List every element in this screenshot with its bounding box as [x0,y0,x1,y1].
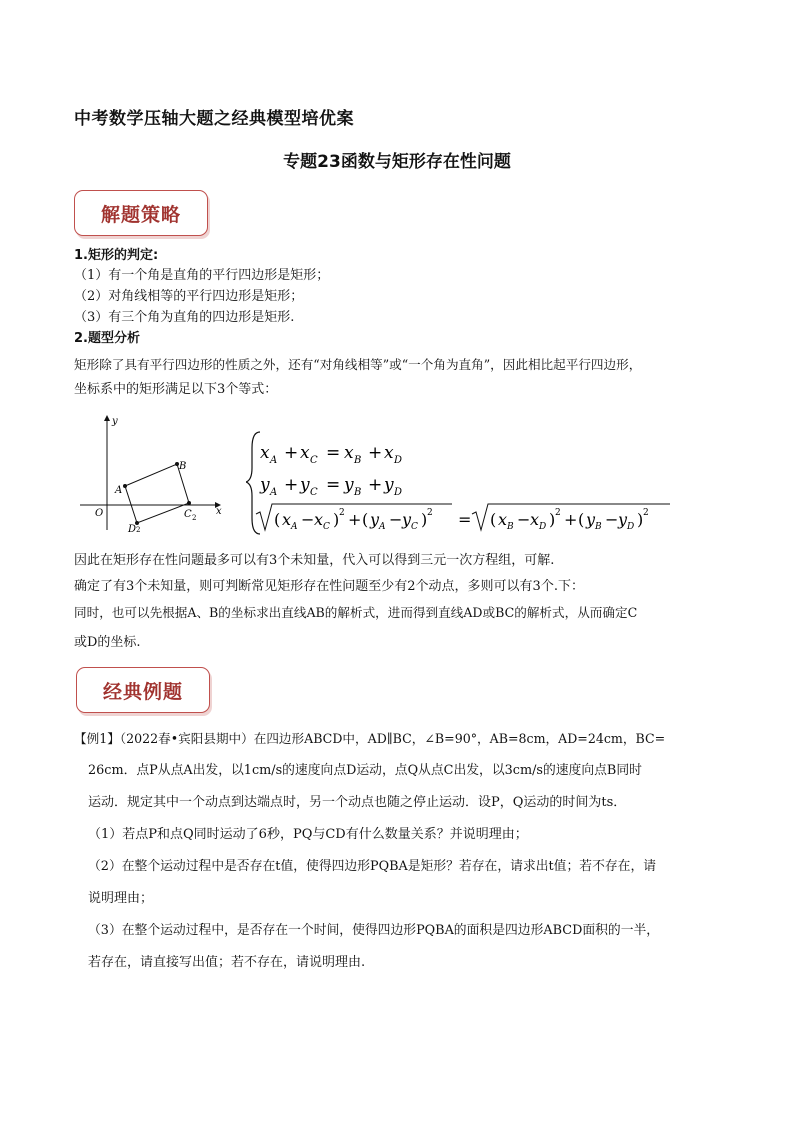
example-1-line-2: 26cm．点P从点A出发，以1cm/s的速度向点D运动，点Q从点C出发，以3cm/s的速度向点B同时 [88,763,642,778]
svg-text:C: C [411,522,418,532]
svg-text:=: = [326,475,341,495]
example-1-line-3: 运动．规定其中一个动点到达端点时，另一个动点也随之停止运动．设P，Q运动的时间为ts． [88,795,627,810]
analysis-line-3: 同时，也可以先根据A、B的坐标求出直线AB的解析式，进而得到直线AD或BC的解析式，从而确定C [74,605,638,620]
svg-text:+: + [348,510,362,529]
strategy-item-3: （3）有三个角为直角的四边形是矩形. [74,310,295,325]
analysis-line-2: 确定了有3个未知量，则可判断常见矩形存在性问题至少有2个动点，多则可以有3个.下： [74,579,584,594]
system-brace [246,432,260,534]
svg-text:C: C [310,455,318,466]
example-1-question-2: （2）在整个运动过程中是否存在t值，使得四边形PQBA是矩形？若存在，请求出t值；若不存在，请 [88,859,657,874]
svg-text:x: x [384,443,394,463]
svg-text:): ) [333,510,340,529]
rectangle-abcd [125,464,189,523]
svg-text:y: y [344,475,354,495]
example-1-question-3: （3）在整个运动过程中，是否存在一个时间，使得四边形PQBA的面积是四边形ABCD面积的一半， [88,923,660,938]
label-d: D [128,524,137,533]
svg-text:A: A [291,522,298,532]
point-c [187,501,191,505]
svg-text:y: y [402,510,412,529]
svg-text:D: D [394,455,403,466]
svg-text:y: y [384,475,394,495]
rectangle-figure [80,408,230,533]
topic-title: 专题23函数与矩形存在性问题 [283,152,511,172]
svg-text:B: B [354,455,362,466]
svg-text:x: x [260,443,270,463]
svg-text:(: ( [490,510,497,529]
svg-text:x: x [498,510,508,529]
svg-text:D: D [394,487,403,498]
example-1-line-1: 【例1】（2022春•宾阳县期中）在四边形ABCD中，AD∥BC，∠B=90°，AB=8cm，AD=24cm，BC= [74,731,666,746]
svg-text:(: ( [274,510,281,529]
svg-text:y: y [618,510,628,529]
svg-text:y: y [260,475,270,495]
analysis-line-4: 或D的坐标. [74,635,141,650]
strategy-item-1: （1）有一个角是直角的平行四边形是矩形； [74,268,330,283]
label-b: B [179,461,187,472]
strategy-intro-line-1: 矩形除了具有平行四边形的性质之外，还有“对角线相等”或“一个角为直角”，因此相比起平行四边形， [74,357,642,372]
svg-text:C: C [323,522,330,532]
svg-text:−: − [517,510,531,529]
svg-text:2: 2 [427,508,433,518]
strategy-intro-line-2: 坐标系中的矩形满足以下3个等式： [74,382,278,397]
svg-text:=: = [458,510,472,529]
label-c-sub: 2 [192,514,197,522]
label-x: x [216,506,222,517]
label-d-sub: 2 [136,526,141,533]
svg-text:B: B [595,522,602,532]
svg-text:A: A [270,487,278,498]
svg-text:): ) [637,510,644,529]
svg-text:C: C [310,487,318,498]
strategy-item-2: （2）对角线相等的平行四边形是矩形； [74,289,304,304]
svg-text:−: − [389,510,403,529]
svg-text:x: x [282,510,292,529]
svg-text:D: D [627,522,635,532]
svg-text:+: + [564,510,578,529]
svg-text:B: B [354,487,362,498]
equation-system [246,428,676,540]
svg-text:+: + [284,443,299,463]
svg-text:y: y [586,510,596,529]
equation-1 [260,443,402,466]
example-1-question-1: （1）若点P和点Q同时运动了6秒，PQ与CD有什么数量关系？并说明理由； [88,827,528,842]
series-title: 中考数学压轴大题之经典模型培优案 [74,109,354,129]
svg-text:): ) [421,510,428,529]
svg-text:2: 2 [643,508,649,518]
section-label-strategy: 解题策略 [74,190,208,236]
svg-text:x: x [300,443,310,463]
svg-text:(: ( [362,510,369,529]
example-1-question-2-cont: 说明理由； [88,891,154,906]
svg-text:−: − [301,510,315,529]
label-a: A [115,485,123,496]
label-origin: O [95,508,104,519]
svg-text:x: x [530,510,540,529]
svg-text:D: D [539,522,547,532]
section-label-examples: 经典例题 [76,667,210,713]
svg-text:): ) [549,510,556,529]
equation-3 [256,504,670,532]
label-c: C [184,509,192,520]
analysis-line-1: 因此在矩形存在性问题最多可以有3个未知量，代入可以得到三元一次方程组，可解. [74,553,555,568]
svg-text:2: 2 [555,508,561,518]
svg-text:x: x [314,510,324,529]
svg-text:2: 2 [339,508,345,518]
point-a [123,484,127,488]
equation-2 [259,475,402,498]
strategy-heading-2: 2.题型分析 [74,331,140,346]
svg-text:(: ( [578,510,585,529]
label-y: y [112,416,118,427]
svg-text:A: A [379,522,386,532]
svg-text:+: + [368,443,383,463]
strategy-heading-1: 1.矩形的判定: [74,248,159,263]
svg-text:x: x [344,443,354,463]
svg-text:−: − [605,510,619,529]
svg-text:A: A [270,455,278,466]
svg-text:y: y [300,475,310,495]
svg-text:y: y [370,510,380,529]
example-1-question-3-cont: 若存在，请直接写出值；若不存在，请说明理由. [88,955,366,970]
svg-text:+: + [368,475,383,495]
svg-text:+: + [284,475,299,495]
svg-text:=: = [326,443,341,463]
svg-text:B: B [507,522,514,532]
